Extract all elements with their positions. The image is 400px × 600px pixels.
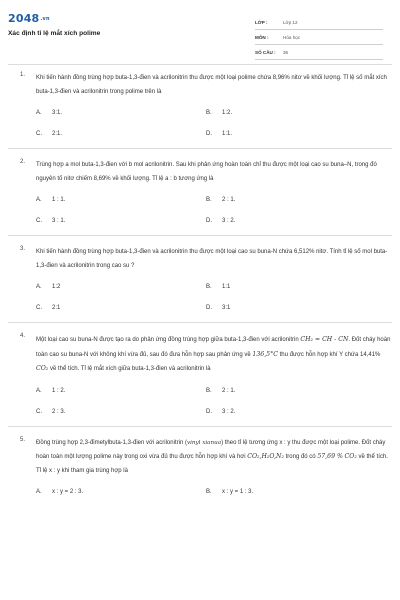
logo-suffix: .vn — [40, 16, 50, 22]
option-b[interactable] — [206, 283, 376, 291]
option-letter: B. — [206, 197, 212, 203]
formula: CO₂ — [36, 365, 49, 372]
question-divider — [8, 235, 392, 236]
option-text: 3 : 1. — [52, 218, 66, 224]
answer-options — [36, 196, 376, 225]
option-a[interactable] — [36, 283, 206, 291]
option-letter: C. — [36, 218, 42, 224]
option-letter: C. — [36, 408, 42, 415]
question-text: Trùng hợp a mol buta-1,3-đien với b mol acrilonitrin. Sau khi phản ứng hoàn toàn chỉ thu được một loại cao su buna–N, trong đó nguyên tố nitơ chiếm 8,69% về khối lượng. Tỉ lệ a : b tương ứng là — [36, 162, 377, 182]
option-letter: A. — [36, 284, 42, 290]
answer-options — [36, 488, 376, 496]
option-text: 1:2. — [222, 110, 233, 116]
logo-main: 2048 — [8, 12, 40, 25]
question-text-part: . Đốt cháy hoàn toàn cao su buna-N với không khí vừa đủ, sau đó đưa hỗn hợp sau phản ứng về — [36, 337, 391, 358]
meta-row-count — [255, 45, 383, 60]
formula: 57,69 % — [317, 453, 343, 460]
meta-key: MÔN : — [255, 34, 269, 40]
meta-value: Hóa học — [283, 34, 301, 40]
option-b[interactable] — [206, 109, 376, 117]
formula: CO₂ — [344, 453, 357, 460]
option-c[interactable] — [36, 130, 206, 138]
option-c[interactable] — [36, 217, 206, 225]
option-text: 1 : 2. — [52, 387, 66, 394]
question-1 — [10, 72, 392, 138]
option-letter: B. — [206, 284, 212, 290]
answer-options — [36, 109, 376, 138]
question-divider — [8, 148, 392, 149]
question-text: Khi tiến hành đồng trùng hợp buta-1,3-đien và acrilonitrin thu được một loại polime chứa 8,96% nitơ về khối lượng. Tỉ lệ số mắt xích buta-1,3-đien và acrilonitrin trong polime trên là — [36, 75, 387, 95]
option-text: 1 : 1. — [52, 197, 66, 203]
option-letter: D. — [206, 408, 212, 415]
question-4 — [10, 333, 392, 416]
option-d[interactable] — [206, 304, 376, 312]
option-d[interactable] — [206, 217, 376, 225]
option-d[interactable] — [206, 408, 376, 416]
answer-options — [36, 387, 376, 416]
question-3 — [10, 246, 392, 312]
option-letter: A. — [36, 110, 42, 116]
page-header — [0, 0, 400, 62]
option-text: 2 : 1. — [222, 387, 236, 394]
option-text: 2 : 1. — [222, 197, 236, 203]
option-text: 2:1 — [52, 305, 61, 311]
option-text: x : y = 2 : 3. — [52, 489, 84, 495]
option-text: 3:1. — [52, 110, 63, 116]
question-number: 4. — [20, 333, 26, 339]
question-text — [36, 333, 392, 377]
formula: 136,5°C — [252, 350, 278, 358]
question-text-part: về thể tích. Tỉ lệ x : y khi tham gia trùng hợp là — [36, 454, 388, 474]
question-number: 3. — [20, 246, 26, 252]
option-text: x : y = 1 : 3. — [222, 489, 254, 495]
option-letter: A. — [36, 489, 42, 495]
header-divider — [8, 64, 392, 65]
option-letter: B. — [206, 110, 212, 116]
option-text: 3:1 — [222, 305, 231, 311]
italic-note: vinyl xianua — [186, 439, 222, 446]
question-text-part: trong đó có — [283, 454, 318, 460]
question-divider — [8, 426, 392, 427]
option-letter: A. — [36, 387, 42, 394]
question-text-part: thu được hỗn hợp khí Y chứa 14,41% — [277, 351, 381, 358]
meta-table — [255, 15, 383, 60]
question-number: 5. — [20, 436, 26, 443]
option-letter: C. — [36, 305, 42, 311]
meta-key: SỐ CÂU : — [255, 49, 276, 55]
page-title: Xác định tỉ lệ mắt xích polime — [8, 30, 101, 37]
answer-options — [36, 283, 376, 312]
question-text-part: Một loại cao su buna-N được tạo ra do phản ứng đồng trùng hợp giữa buta-1,3-đien với acrilonitrin — [36, 337, 301, 343]
site-logo[interactable] — [8, 12, 50, 25]
option-c[interactable] — [36, 304, 206, 312]
option-b[interactable] — [206, 387, 376, 395]
option-text: 3 : 2. — [222, 408, 236, 415]
meta-row-subject — [255, 30, 383, 45]
option-d[interactable] — [206, 130, 376, 138]
option-a[interactable] — [36, 196, 206, 204]
option-text: 3 : 2. — [222, 218, 236, 224]
option-a[interactable] — [36, 488, 206, 496]
question-list — [0, 72, 400, 496]
question-5 — [10, 437, 392, 497]
question-2 — [10, 159, 392, 225]
option-letter: D. — [206, 218, 212, 224]
option-b[interactable] — [206, 196, 376, 204]
meta-row-class — [255, 15, 383, 30]
option-letter: B. — [206, 387, 212, 394]
question-text-part: Đồng trùng hợp 2,3-đimetylbuta-1,3-đien với acrilonitrin ( — [36, 439, 187, 446]
option-letter: D. — [206, 131, 212, 137]
option-a[interactable] — [36, 387, 206, 395]
option-text: 1:1. — [222, 131, 233, 137]
meta-value: Lớp 12 — [283, 19, 298, 25]
option-text: 1:1 — [222, 284, 231, 290]
option-text: 2:1. — [52, 131, 63, 137]
formula: CH₂ = CH - CN — [300, 336, 349, 343]
option-letter: B. — [206, 489, 212, 495]
option-a[interactable] — [36, 109, 206, 117]
question-number: 1. — [20, 72, 26, 78]
question-text — [36, 437, 392, 479]
question-text-part: về thể tích. Tỉ lệ mắt xích giữa buta-1,3-đien và acrilonitrin là — [48, 366, 211, 372]
option-text: 1:2 — [52, 284, 61, 290]
question-text: Khi tiến hành đồng trùng hợp buta-1,3-đien và acrilonitrin thu được một loại cao su buna-N chứa 6,512% nitơ. Tính tỉ lệ số mol buta-1,3-đien và acrilonitrin trong cao su ? — [36, 249, 388, 269]
question-number: 2. — [20, 159, 26, 165]
formula: CO₂,H₂O,N₂ — [247, 453, 284, 460]
option-text: 2 : 3. — [52, 408, 66, 415]
meta-key: LỚP : — [255, 19, 268, 25]
option-letter: C. — [36, 131, 42, 137]
option-letter: A. — [36, 197, 42, 203]
option-c[interactable] — [36, 408, 206, 416]
option-b[interactable] — [206, 488, 376, 496]
meta-value: 36 — [283, 49, 289, 55]
option-letter: D. — [206, 305, 212, 311]
question-text-part: ) theo tỉ lệ tương ứng x : y thu được một loại polime. Đốt cháy hoàn toàn một lượng polime này trong oxi vừa đủ thu được hỗn hợp khí và hơi — [36, 439, 386, 460]
question-divider — [8, 322, 392, 323]
